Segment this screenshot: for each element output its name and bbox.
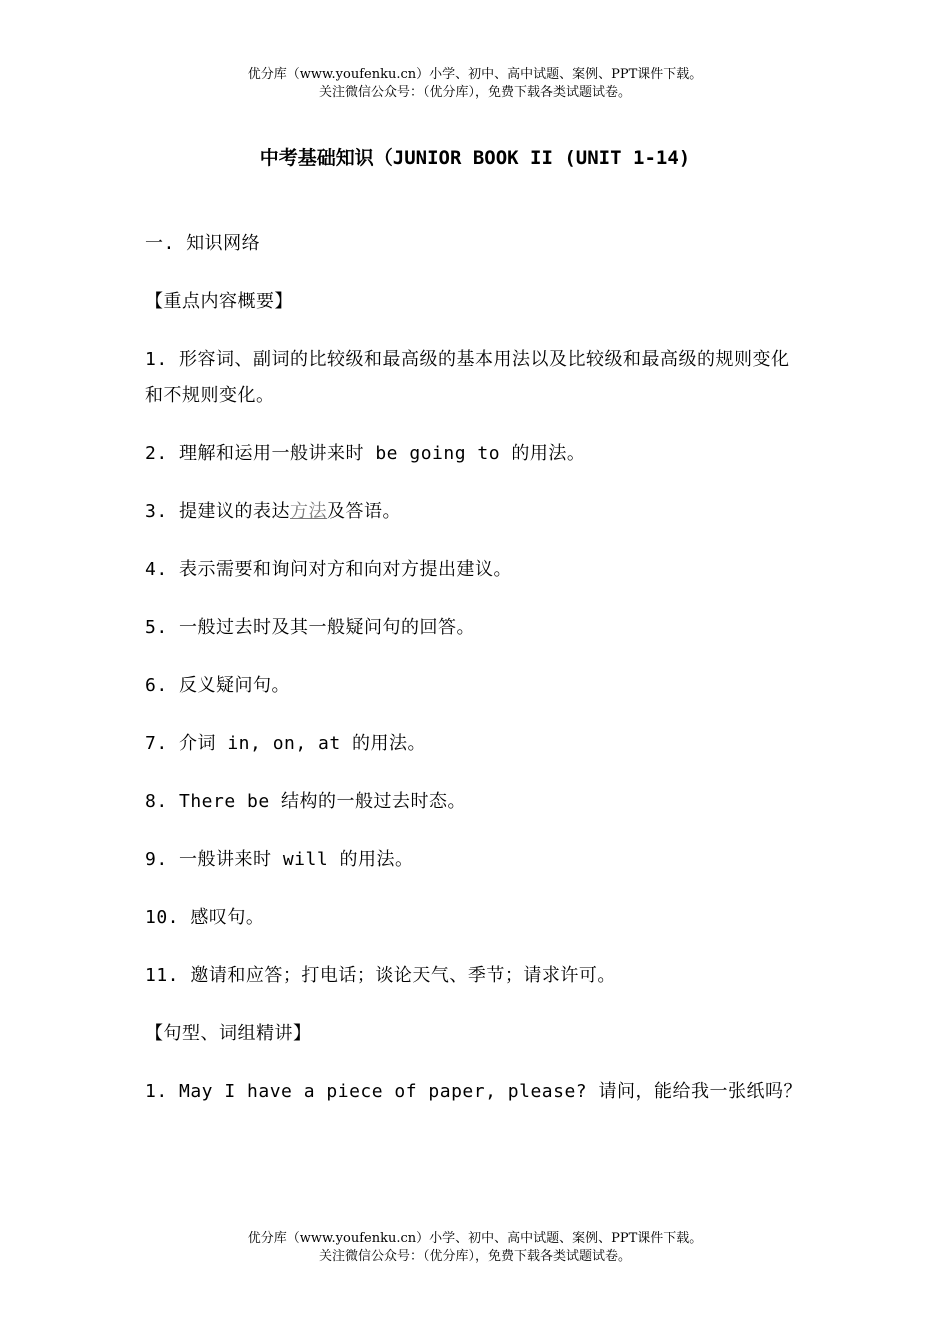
- key-point-10: 10. 感叹句。: [145, 907, 265, 928]
- key-point-11: 11. 邀请和应答；打电话；谈论天气、季节；请求许可。: [145, 965, 616, 986]
- document-title: 中考基础知识（JUNIOR BOOK II (UNIT 1-14): [259, 147, 691, 169]
- key-point-3-text-after: 及答语。: [327, 501, 402, 522]
- key-point-6: 6. 反义疑问句。: [145, 675, 291, 696]
- page-footer: [0, 1230, 950, 1266]
- footer-line-1: 优分库（www.youfenku.cn）小学、初中、高中试题、案例、PPT课件下载。: [247, 1231, 703, 1246]
- sentence-pattern-1: 1. May I have a piece of paper, please? 请问，能给我一张纸吗？: [145, 1081, 802, 1102]
- method-link[interactable]: 方法: [290, 501, 328, 522]
- key-point-3-text-before: 3. 提建议的表达: [145, 501, 291, 522]
- page-header: [0, 66, 950, 102]
- footer-line-2: 关注微信公众号：（优分库），免费下载各类试题试卷。: [318, 1249, 631, 1264]
- key-point-1: 1. 形容词、副词的比较级和最高级的基本用法以及比较级和最高级的规则变化和不规则变化。: [145, 349, 790, 406]
- key-point-2: 2. 理解和运用一般讲来时 be going to 的用法。: [145, 443, 586, 464]
- key-point-7: 7. 介词 in, on, at 的用法。: [145, 733, 427, 754]
- key-point-5: 5. 一般过去时及其一般疑问句的回答。: [145, 617, 476, 638]
- key-point-8: 8. There be 结构的一般过去时态。: [145, 791, 467, 812]
- header-line-2: 关注微信公众号：（优分库），免费下载各类试题试卷。: [318, 85, 631, 100]
- header-line-1: 优分库（www.youfenku.cn）小学、初中、高中试题、案例、PPT课件下载。: [247, 67, 703, 82]
- subsection-heading-key-points: 【重点内容概要】: [145, 291, 293, 312]
- section-heading: 一. 知识网络: [145, 233, 261, 254]
- document-body: [145, 226, 805, 1132]
- key-point-9: 9. 一般讲来时 will 的用法。: [145, 849, 414, 870]
- key-point-4: 4. 表示需要和询问对方和向对方提出建议。: [145, 559, 513, 580]
- key-point-3: [145, 494, 805, 530]
- subsection-heading-sentences: 【句型、词组精讲】: [145, 1023, 312, 1044]
